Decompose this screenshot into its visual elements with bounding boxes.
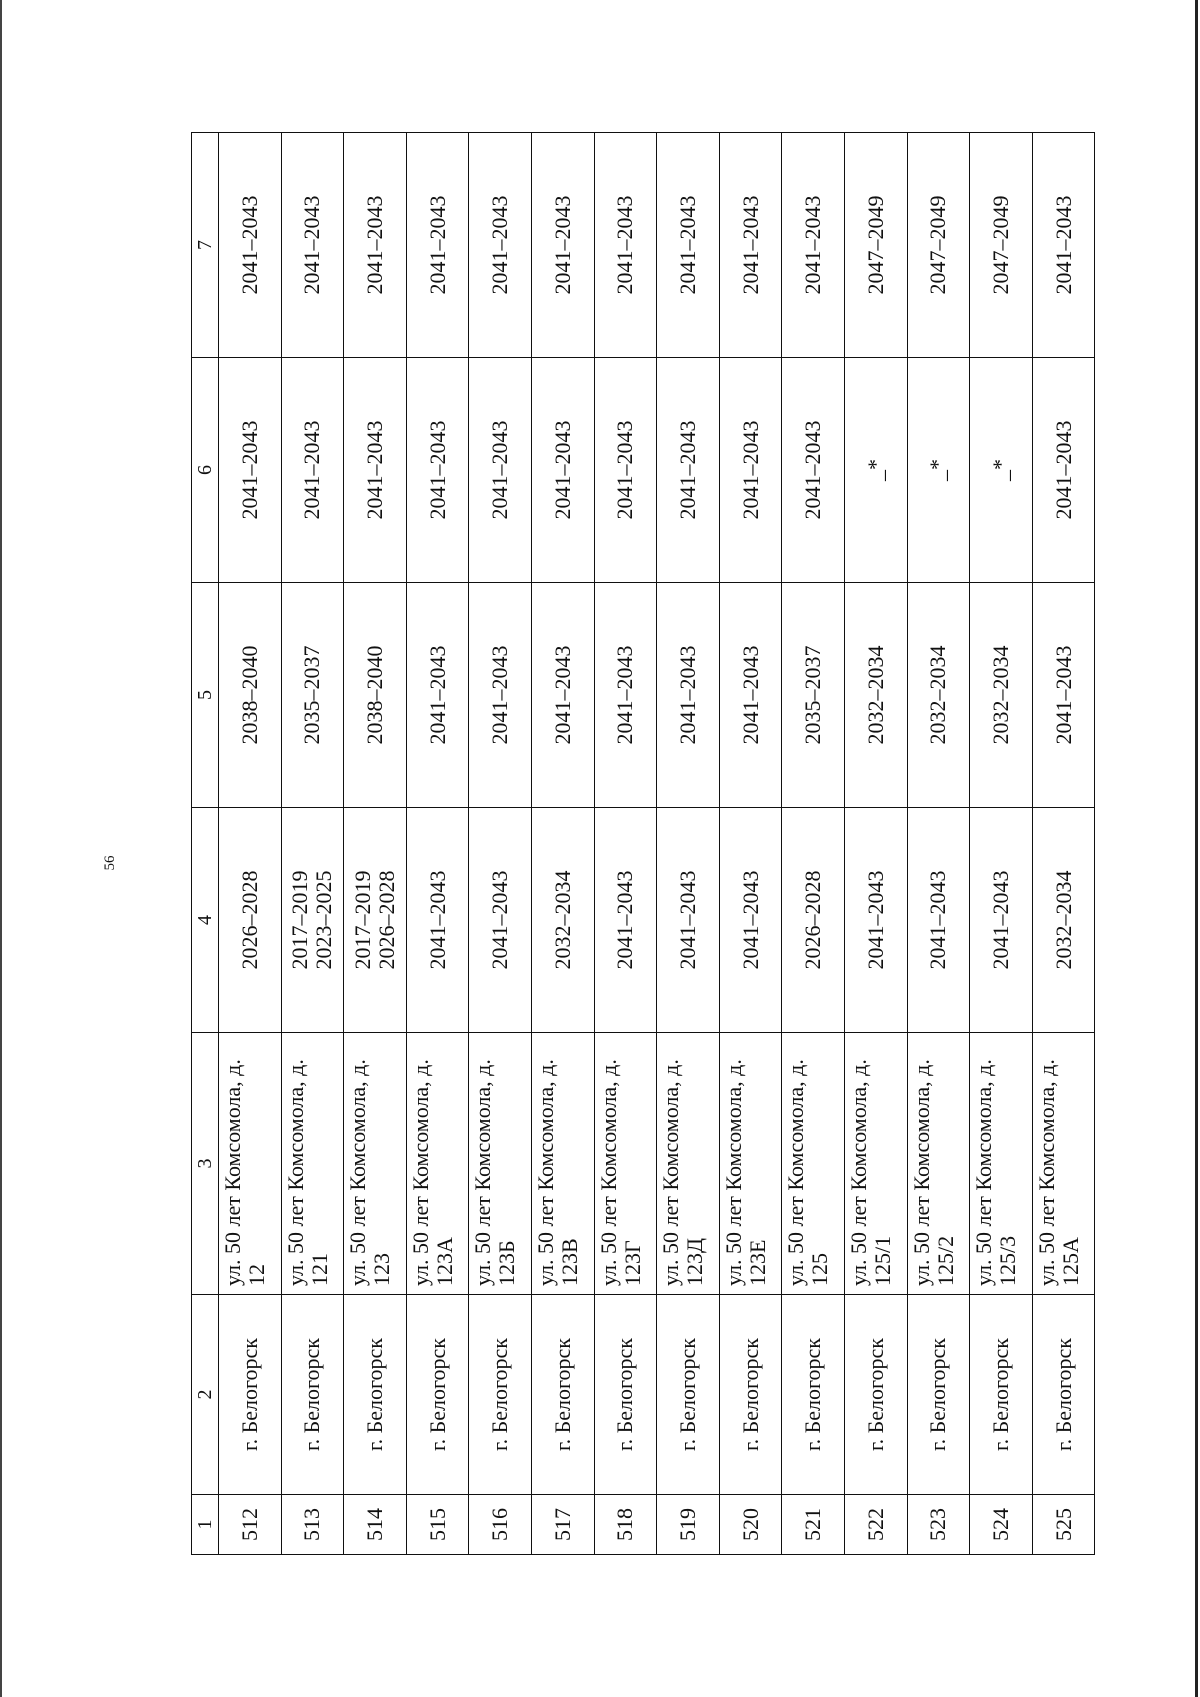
period-cell-col5: 2032–2034 [970, 583, 1033, 808]
table-body [219, 133, 1095, 1555]
row-number-cell: 518 [594, 1495, 657, 1555]
period-cell-col4 [406, 808, 469, 1033]
period-cell-col7: 2041–2043 [406, 133, 469, 358]
address-cell: ул. 50 лет Комсомола, д. 123 [344, 1033, 407, 1295]
table-row [406, 133, 469, 1555]
period-line: 2017–2019 [287, 870, 313, 970]
period-line: 2041–2043 [674, 870, 700, 970]
period-cell-col7: 2041–2043 [1032, 133, 1095, 358]
row-number-cell: 516 [469, 1495, 532, 1555]
period-cell-col5: 2041–2043 [657, 583, 720, 808]
city-cell: г. Белогорск [531, 1295, 594, 1495]
period-cell-col7: 2047–2049 [970, 133, 1033, 358]
city-cell: г. Белогорск [844, 1295, 907, 1495]
period-cell-col6: _* [844, 358, 907, 583]
period-cell-col6: 2041–2043 [531, 358, 594, 583]
period-cell-col4 [219, 808, 282, 1033]
period-cell-col6: _* [970, 358, 1033, 583]
period-cell-col4 [970, 808, 1033, 1033]
city-cell: г. Белогорск [782, 1295, 845, 1495]
period-cell-col4 [782, 808, 845, 1033]
period-cell-col6: 2041–2043 [344, 358, 407, 583]
period-line: 2026–2028 [373, 870, 399, 970]
period-line: 2017–2019 [349, 870, 375, 970]
period-cell-col5: 2041–2043 [1032, 583, 1095, 808]
address-cell: ул. 50 лет Комсомола, д. 125А [1032, 1033, 1095, 1295]
address-cell: ул. 50 лет Комсомола, д. 123Е [719, 1033, 782, 1295]
city-cell: г. Белогорск [657, 1295, 720, 1495]
period-cell-col6: 2041–2043 [657, 358, 720, 583]
column-header: 5 [192, 583, 219, 808]
city-cell: г. Белогорск [719, 1295, 782, 1495]
column-header: 6 [192, 358, 219, 583]
period-cell-col6: _* [907, 358, 970, 583]
city-cell: г. Белогорск [1032, 1295, 1095, 1495]
period-cell-col4 [281, 808, 344, 1033]
period-cell-col5: 2041–2043 [406, 583, 469, 808]
table-row [907, 133, 970, 1555]
header-row [192, 133, 219, 1555]
table-row [281, 133, 344, 1555]
column-header: 7 [192, 133, 219, 358]
period-line: 2041–2043 [487, 870, 513, 970]
table-row [1032, 133, 1095, 1555]
row-number-cell: 519 [657, 1495, 720, 1555]
city-cell: г. Белогорск [970, 1295, 1033, 1495]
column-header: 2 [192, 1295, 219, 1495]
period-cell-col4 [844, 808, 907, 1033]
address-cell: ул. 50 лет Комсомола, д. 123В [531, 1033, 594, 1295]
period-cell-col6: 2041–2043 [719, 358, 782, 583]
period-cell-col7: 2041–2043 [531, 133, 594, 358]
table-row [344, 133, 407, 1555]
table-row [469, 133, 532, 1555]
period-line: 2026–2028 [236, 870, 262, 970]
table-row [782, 133, 845, 1555]
scan-right-edge [1195, 0, 1198, 1697]
period-cell-col4 [907, 808, 970, 1033]
period-line: 2041–2043 [925, 870, 951, 970]
row-number-cell: 515 [406, 1495, 469, 1555]
period-line: 2026–2028 [800, 870, 826, 970]
period-cell-col7: 2041–2043 [719, 133, 782, 358]
period-line: 2041–2043 [987, 870, 1013, 970]
period-cell-col6: 2041–2043 [782, 358, 845, 583]
table-row [844, 133, 907, 1555]
period-cell-col6: 2041–2043 [594, 358, 657, 583]
city-cell: г. Белогорск [469, 1295, 532, 1495]
column-header: 1 [192, 1495, 219, 1555]
period-cell-col7: 2047–2049 [907, 133, 970, 358]
row-number-cell: 512 [219, 1495, 282, 1555]
period-line: 2032–2034 [1050, 870, 1076, 970]
period-cell-col7: 2041–2043 [344, 133, 407, 358]
table-row [219, 133, 282, 1555]
row-number-cell: 525 [1032, 1495, 1095, 1555]
address-cell: ул. 50 лет Комсомола, д. 123Г [594, 1033, 657, 1295]
table-row [594, 133, 657, 1555]
period-cell-col7: 2047–2049 [844, 133, 907, 358]
scan-left-edge [0, 0, 2, 1697]
period-cell-col4 [719, 808, 782, 1033]
row-number-cell: 522 [844, 1495, 907, 1555]
period-cell-col5: 2035–2037 [782, 583, 845, 808]
address-cell: ул. 50 лет Комсомола, д. 125 [782, 1033, 845, 1295]
period-cell-col5: 2041–2043 [531, 583, 594, 808]
table-row [531, 133, 594, 1555]
address-cell: ул. 50 лет Комсомола, д. 125/2 [907, 1033, 970, 1295]
address-cell: ул. 50 лет Комсомола, д. 123Д [657, 1033, 720, 1295]
table-row [970, 133, 1033, 1555]
period-cell-col5: 2041–2043 [594, 583, 657, 808]
city-cell: г. Белогорск [907, 1295, 970, 1495]
column-header: 4 [192, 808, 219, 1033]
period-cell-col5: 2038–2040 [219, 583, 282, 808]
period-cell-col7: 2041–2043 [469, 133, 532, 358]
row-number-cell: 524 [970, 1495, 1033, 1555]
page-number: 56 [102, 855, 118, 871]
address-cell: ул. 50 лет Комсомола, д. 123А [406, 1033, 469, 1295]
period-line: 2041–2043 [424, 870, 450, 970]
address-cell: ул. 50 лет Комсомола, д. 12 [219, 1033, 282, 1295]
period-cell-col5: 2041–2043 [719, 583, 782, 808]
row-number-cell: 523 [907, 1495, 970, 1555]
schedule-table [191, 132, 1095, 1555]
period-line: 2023–2025 [311, 870, 337, 970]
row-number-cell: 517 [531, 1495, 594, 1555]
period-cell-col6: 2041–2043 [469, 358, 532, 583]
period-cell-col6: 2041–2043 [219, 358, 282, 583]
period-cell-col4 [531, 808, 594, 1033]
period-cell-col7: 2041–2043 [657, 133, 720, 358]
period-line: 2032–2034 [549, 870, 575, 970]
row-number-cell: 521 [782, 1495, 845, 1555]
period-cell-col5: 2032–2034 [907, 583, 970, 808]
period-cell-col7: 2041–2043 [782, 133, 845, 358]
address-cell: ул. 50 лет Комсомола, д. 125/3 [970, 1033, 1033, 1295]
period-cell-col7: 2041–2043 [281, 133, 344, 358]
period-cell-col5: 2035–2037 [281, 583, 344, 808]
city-cell: г. Белогорск [219, 1295, 282, 1495]
period-line: 2041–2043 [612, 870, 638, 970]
period-cell-col4 [657, 808, 720, 1033]
period-cell-col6: 2041–2043 [1032, 358, 1095, 583]
city-cell: г. Белогорск [406, 1295, 469, 1495]
address-cell: ул. 50 лет Комсомола, д. 121 [281, 1033, 344, 1295]
rotated-table-container [191, 133, 1094, 1555]
table-row [657, 133, 720, 1555]
period-cell-col4 [344, 808, 407, 1033]
city-cell: г. Белогорск [344, 1295, 407, 1495]
period-cell-col6: 2041–2043 [406, 358, 469, 583]
period-cell-col5: 2038–2040 [344, 583, 407, 808]
city-cell: г. Белогорск [281, 1295, 344, 1495]
period-cell-col5: 2041–2043 [469, 583, 532, 808]
period-cell-col7: 2041–2043 [219, 133, 282, 358]
column-header: 3 [192, 1033, 219, 1295]
address-cell: ул. 50 лет Комсомола, д. 123Б [469, 1033, 532, 1295]
period-cell-col7: 2041–2043 [594, 133, 657, 358]
city-cell: г. Белогорск [594, 1295, 657, 1495]
period-cell-col4 [594, 808, 657, 1033]
period-cell-col4 [1032, 808, 1095, 1033]
period-line: 2041–2043 [737, 870, 763, 970]
period-cell-col4 [469, 808, 532, 1033]
row-number-cell: 513 [281, 1495, 344, 1555]
period-line: 2041–2043 [862, 870, 888, 970]
address-cell: ул. 50 лет Комсомола, д. 125/1 [844, 1033, 907, 1295]
period-cell-col6: 2041–2043 [281, 358, 344, 583]
row-number-cell: 520 [719, 1495, 782, 1555]
row-number-cell: 514 [344, 1495, 407, 1555]
table-row [719, 133, 782, 1555]
period-cell-col5: 2032–2034 [844, 583, 907, 808]
